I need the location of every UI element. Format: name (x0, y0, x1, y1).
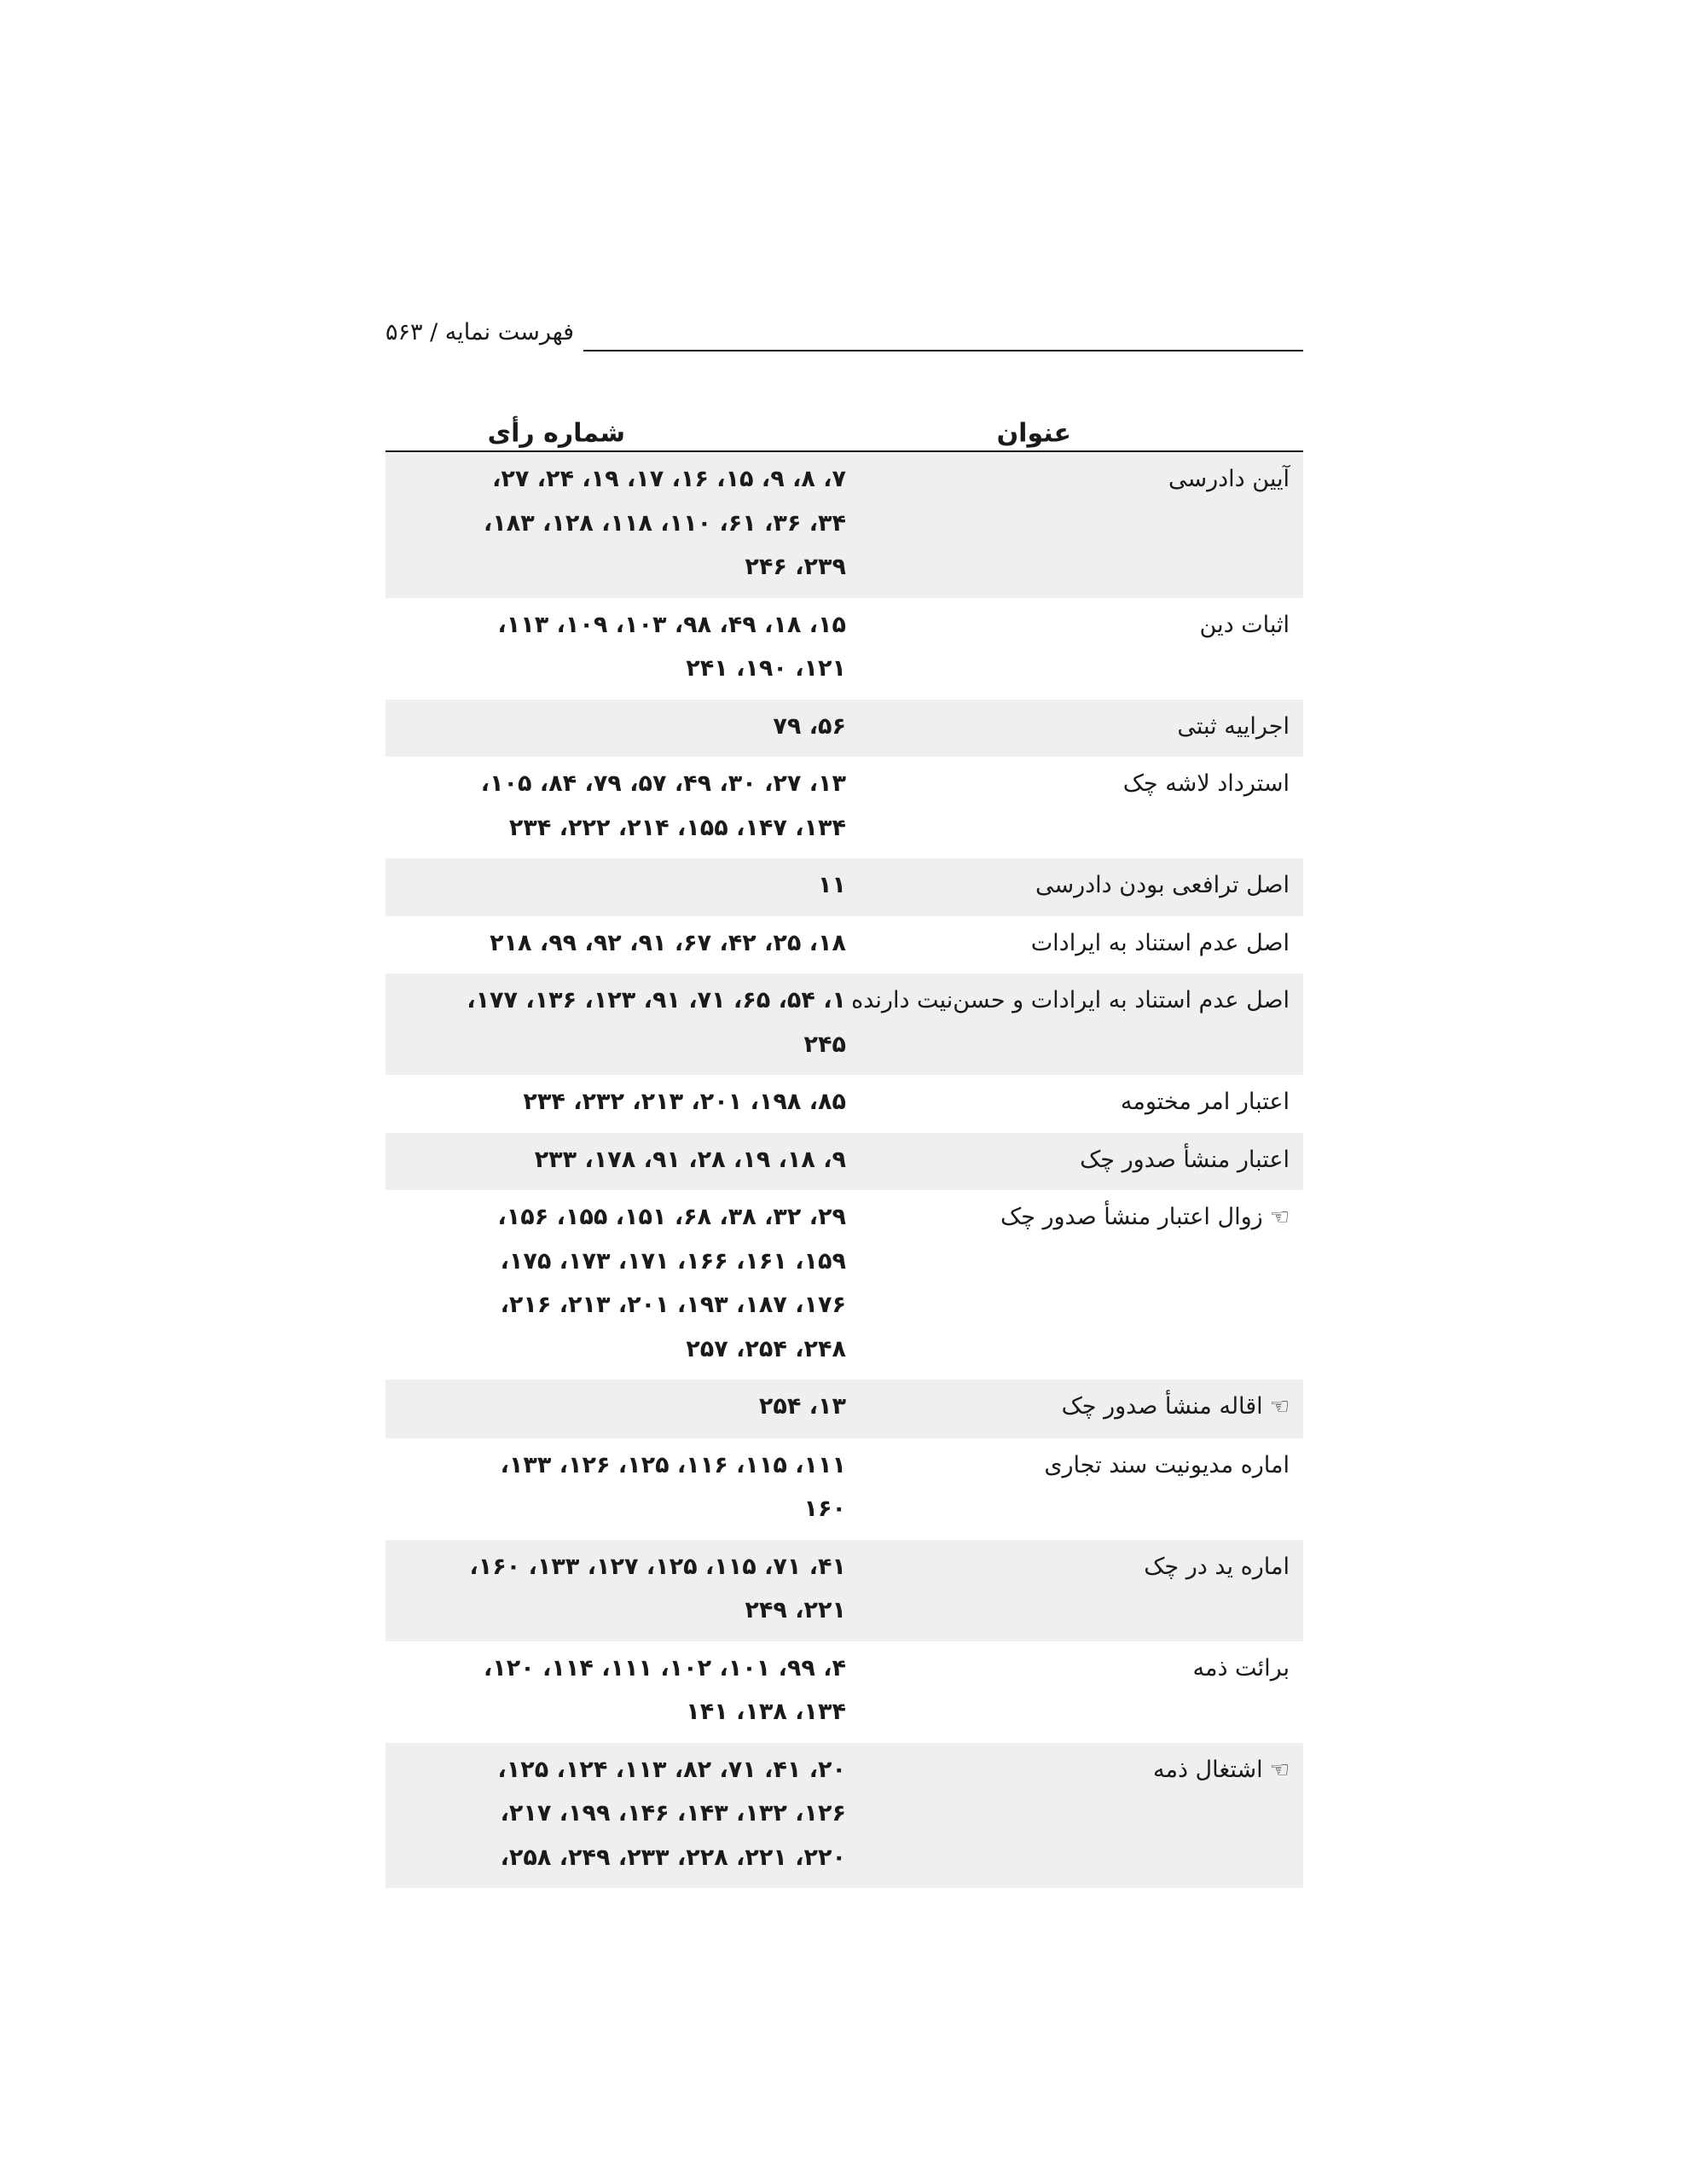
index-page (386, 316, 1303, 1888)
entry-title: اصل ترافعی بودن دادرسی (1035, 872, 1290, 898)
entry-numbers-cell (386, 921, 846, 966)
table-row (386, 916, 1303, 974)
entry-numbers-cell (386, 1195, 846, 1371)
ruling-numbers-line: ۱۳، ۲۵۴ (758, 1393, 846, 1420)
index-table-body (386, 452, 1303, 1888)
ruling-numbers-line: ۲۰، ۴۱، ۷۱، ۸۲، ۱۱۳، ۱۲۴، ۱۲۵، (497, 1756, 846, 1783)
entry-title-cell (846, 1443, 1303, 1531)
table-row (386, 1190, 1303, 1380)
ruling-numbers-line: ۷، ۸، ۹، ۱۵، ۱۶، ۱۷، ۱۹، ۲۴، ۲۷، (492, 466, 846, 492)
table-row (386, 700, 1303, 758)
running-header (386, 316, 1303, 358)
ruling-numbers-line: ۱۸، ۲۵، ۴۲، ۶۷، ۹۱، ۹۲، ۹۹، ۲۱۸ (490, 929, 846, 956)
ruling-numbers-line: ۲۴۵ (803, 1031, 846, 1058)
entry-title: استرداد لاشه چک (1122, 770, 1290, 797)
entry-title-cell (846, 457, 1303, 590)
ruling-numbers-line: ۱۲۱، ۱۹۰، ۲۴۱ (686, 655, 846, 682)
entry-title: اماره ید در چک (1144, 1553, 1290, 1580)
ruling-numbers-line: ۲۲۰، ۲۲۱، ۲۲۸، ۲۳۳، ۲۴۹، ۲۵۸، (500, 1844, 846, 1871)
entry-numbers-cell (386, 1080, 846, 1124)
entry-numbers-cell (386, 1647, 846, 1734)
entry-title: آیین دادرسی (1168, 466, 1290, 492)
entry-numbers-cell (386, 863, 846, 908)
ruling-numbers-line: ۳۴، ۳۶، ۶۱، ۱۱۰، ۱۱۸، ۱۲۸، ۱۸۳، (483, 509, 846, 537)
entry-numbers-cell (386, 603, 846, 691)
ruling-numbers-line: ۱۱ (818, 872, 846, 898)
entry-title-cell (846, 1647, 1303, 1734)
header-rule (583, 350, 1303, 351)
ruling-numbers-line: ۱۱۱، ۱۱۵، ۱۱۶، ۱۲۵، ۱۲۶، ۱۳۳، (500, 1451, 846, 1478)
column-header-title: عنوان (996, 418, 1071, 449)
table-row (386, 1641, 1303, 1743)
entry-numbers-cell (386, 979, 846, 1066)
entry-title-cell (846, 603, 1303, 691)
ruling-numbers-line: ۱۳، ۲۷، ۳۰، ۴۹، ۵۷، ۷۹، ۸۴، ۱۰۵، (480, 770, 846, 797)
ruling-numbers-line: ۴، ۹۹، ۱۰۱، ۱۰۲، ۱۱۱، ۱۱۴، ۱۲۰، (483, 1654, 846, 1682)
ruling-numbers-line: ۵۶، ۷۹ (773, 712, 846, 740)
entry-numbers-cell (386, 705, 846, 749)
pointing-hand-icon: ☜ (1269, 1205, 1290, 1230)
entry-title: اعتبار امر مختومه (1120, 1089, 1290, 1115)
entry-title: اقاله منشأ صدور چک (1061, 1393, 1263, 1420)
entry-title-cell (846, 863, 1303, 908)
table-row (386, 1438, 1303, 1540)
ruling-numbers-line: ۱۷۶، ۱۸۷، ۱۹۳، ۲۰۱، ۲۱۳، ۲۱۶، (500, 1292, 846, 1318)
ruling-numbers-line: ۴۱، ۷۱، ۱۱۵، ۱۲۵، ۱۲۷، ۱۳۳، ۱۶۰، (469, 1553, 846, 1580)
ruling-numbers-line: ۱۲۶، ۱۳۲، ۱۴۳، ۱۴۶، ۱۹۹، ۲۱۷، (500, 1800, 846, 1827)
table-row (386, 757, 1303, 858)
entry-title-cell (846, 1385, 1303, 1430)
pointing-hand-icon: ☜ (1269, 1757, 1290, 1783)
ruling-numbers-line: ۲۲۱، ۲۴۹ (745, 1597, 846, 1623)
entry-title-cell (846, 921, 1303, 966)
entry-title-cell (846, 762, 1303, 850)
entry-title: اجراییه ثبتی (1177, 712, 1290, 740)
entry-title-cell (846, 979, 1303, 1066)
ruling-numbers-line: ۱، ۵۴، ۶۵، ۷۱، ۹۱، ۱۲۳، ۱۳۶، ۱۷۷، (467, 987, 846, 1014)
table-row (386, 1743, 1303, 1889)
entry-title: اصل عدم استناد به ایرادات (1030, 929, 1290, 956)
ruling-numbers-line: ۱۳۴، ۱۴۷، ۱۵۵، ۲۱۴، ۲۲۲، ۲۳۴ (508, 814, 846, 841)
entry-title: اصل عدم استناد به ایرادات و حسن‌نیت دارنده (851, 987, 1290, 1014)
ruling-numbers-line: ۱۳۴، ۱۳۸، ۱۴۱ (686, 1699, 846, 1725)
entry-numbers-cell (386, 1748, 846, 1880)
table-row (386, 973, 1303, 1075)
entry-title: اشتغال ذمه (1153, 1756, 1263, 1783)
header-title: فهرست نمایه / ۵۶۳ (386, 319, 575, 346)
table-row (386, 1075, 1303, 1133)
entry-title: زوال اعتبار منشأ صدور چک (1000, 1204, 1263, 1230)
column-header-numbers: شماره رأی (487, 418, 625, 449)
ruling-numbers-line: ۸۵، ۱۹۸، ۲۰۱، ۲۱۳، ۲۳۲، ۲۳۴ (523, 1089, 846, 1115)
ruling-numbers-line: ۹، ۱۸، ۱۹، ۲۸، ۹۱، ۱۷۸، ۲۳۳ (534, 1146, 846, 1173)
entry-title: اثبات دین (1199, 611, 1290, 638)
table-row (386, 1380, 1303, 1438)
entry-title-cell (846, 1138, 1303, 1182)
table-row (386, 598, 1303, 700)
entry-title-cell (846, 1545, 1303, 1633)
entry-title-cell (846, 1080, 1303, 1124)
entry-numbers-cell (386, 1545, 846, 1633)
pointing-hand-icon: ☜ (1269, 1394, 1290, 1420)
entry-numbers-cell (386, 762, 846, 850)
entry-title: اماره مدیونیت سند تجاری (1044, 1451, 1290, 1478)
table-row (386, 858, 1303, 916)
ruling-numbers-line: ۲۴۸، ۲۵۴، ۲۵۷ (686, 1335, 846, 1362)
entry-title-cell (846, 1748, 1303, 1880)
entry-numbers-cell (386, 1385, 846, 1430)
entry-title-cell (846, 705, 1303, 749)
ruling-numbers-line: ۱۶۰ (803, 1496, 846, 1522)
table-row (386, 1540, 1303, 1641)
entry-title-cell (846, 1195, 1303, 1371)
ruling-numbers-line: ۲۹، ۳۲، ۳۸، ۶۸، ۱۵۱، ۱۵۵، ۱۵۶، (497, 1204, 846, 1230)
table-row (386, 1133, 1303, 1191)
ruling-numbers-line: ۱۵، ۱۸، ۴۹، ۹۸، ۱۰۳، ۱۰۹، ۱۱۳، (497, 611, 846, 638)
entry-title: برائت ذمه (1192, 1654, 1290, 1682)
ruling-numbers-line: ۱۵۹، ۱۶۱، ۱۶۶، ۱۷۱، ۱۷۳، ۱۷۵، (500, 1247, 846, 1275)
table-row (386, 452, 1303, 598)
entry-title: اعتبار منشأ صدور چک (1080, 1146, 1290, 1173)
entry-numbers-cell (386, 1138, 846, 1182)
table-header (386, 358, 1303, 452)
ruling-numbers-line: ۲۳۹، ۲۴۶ (745, 554, 846, 580)
entry-numbers-cell (386, 457, 846, 590)
entry-numbers-cell (386, 1443, 846, 1531)
